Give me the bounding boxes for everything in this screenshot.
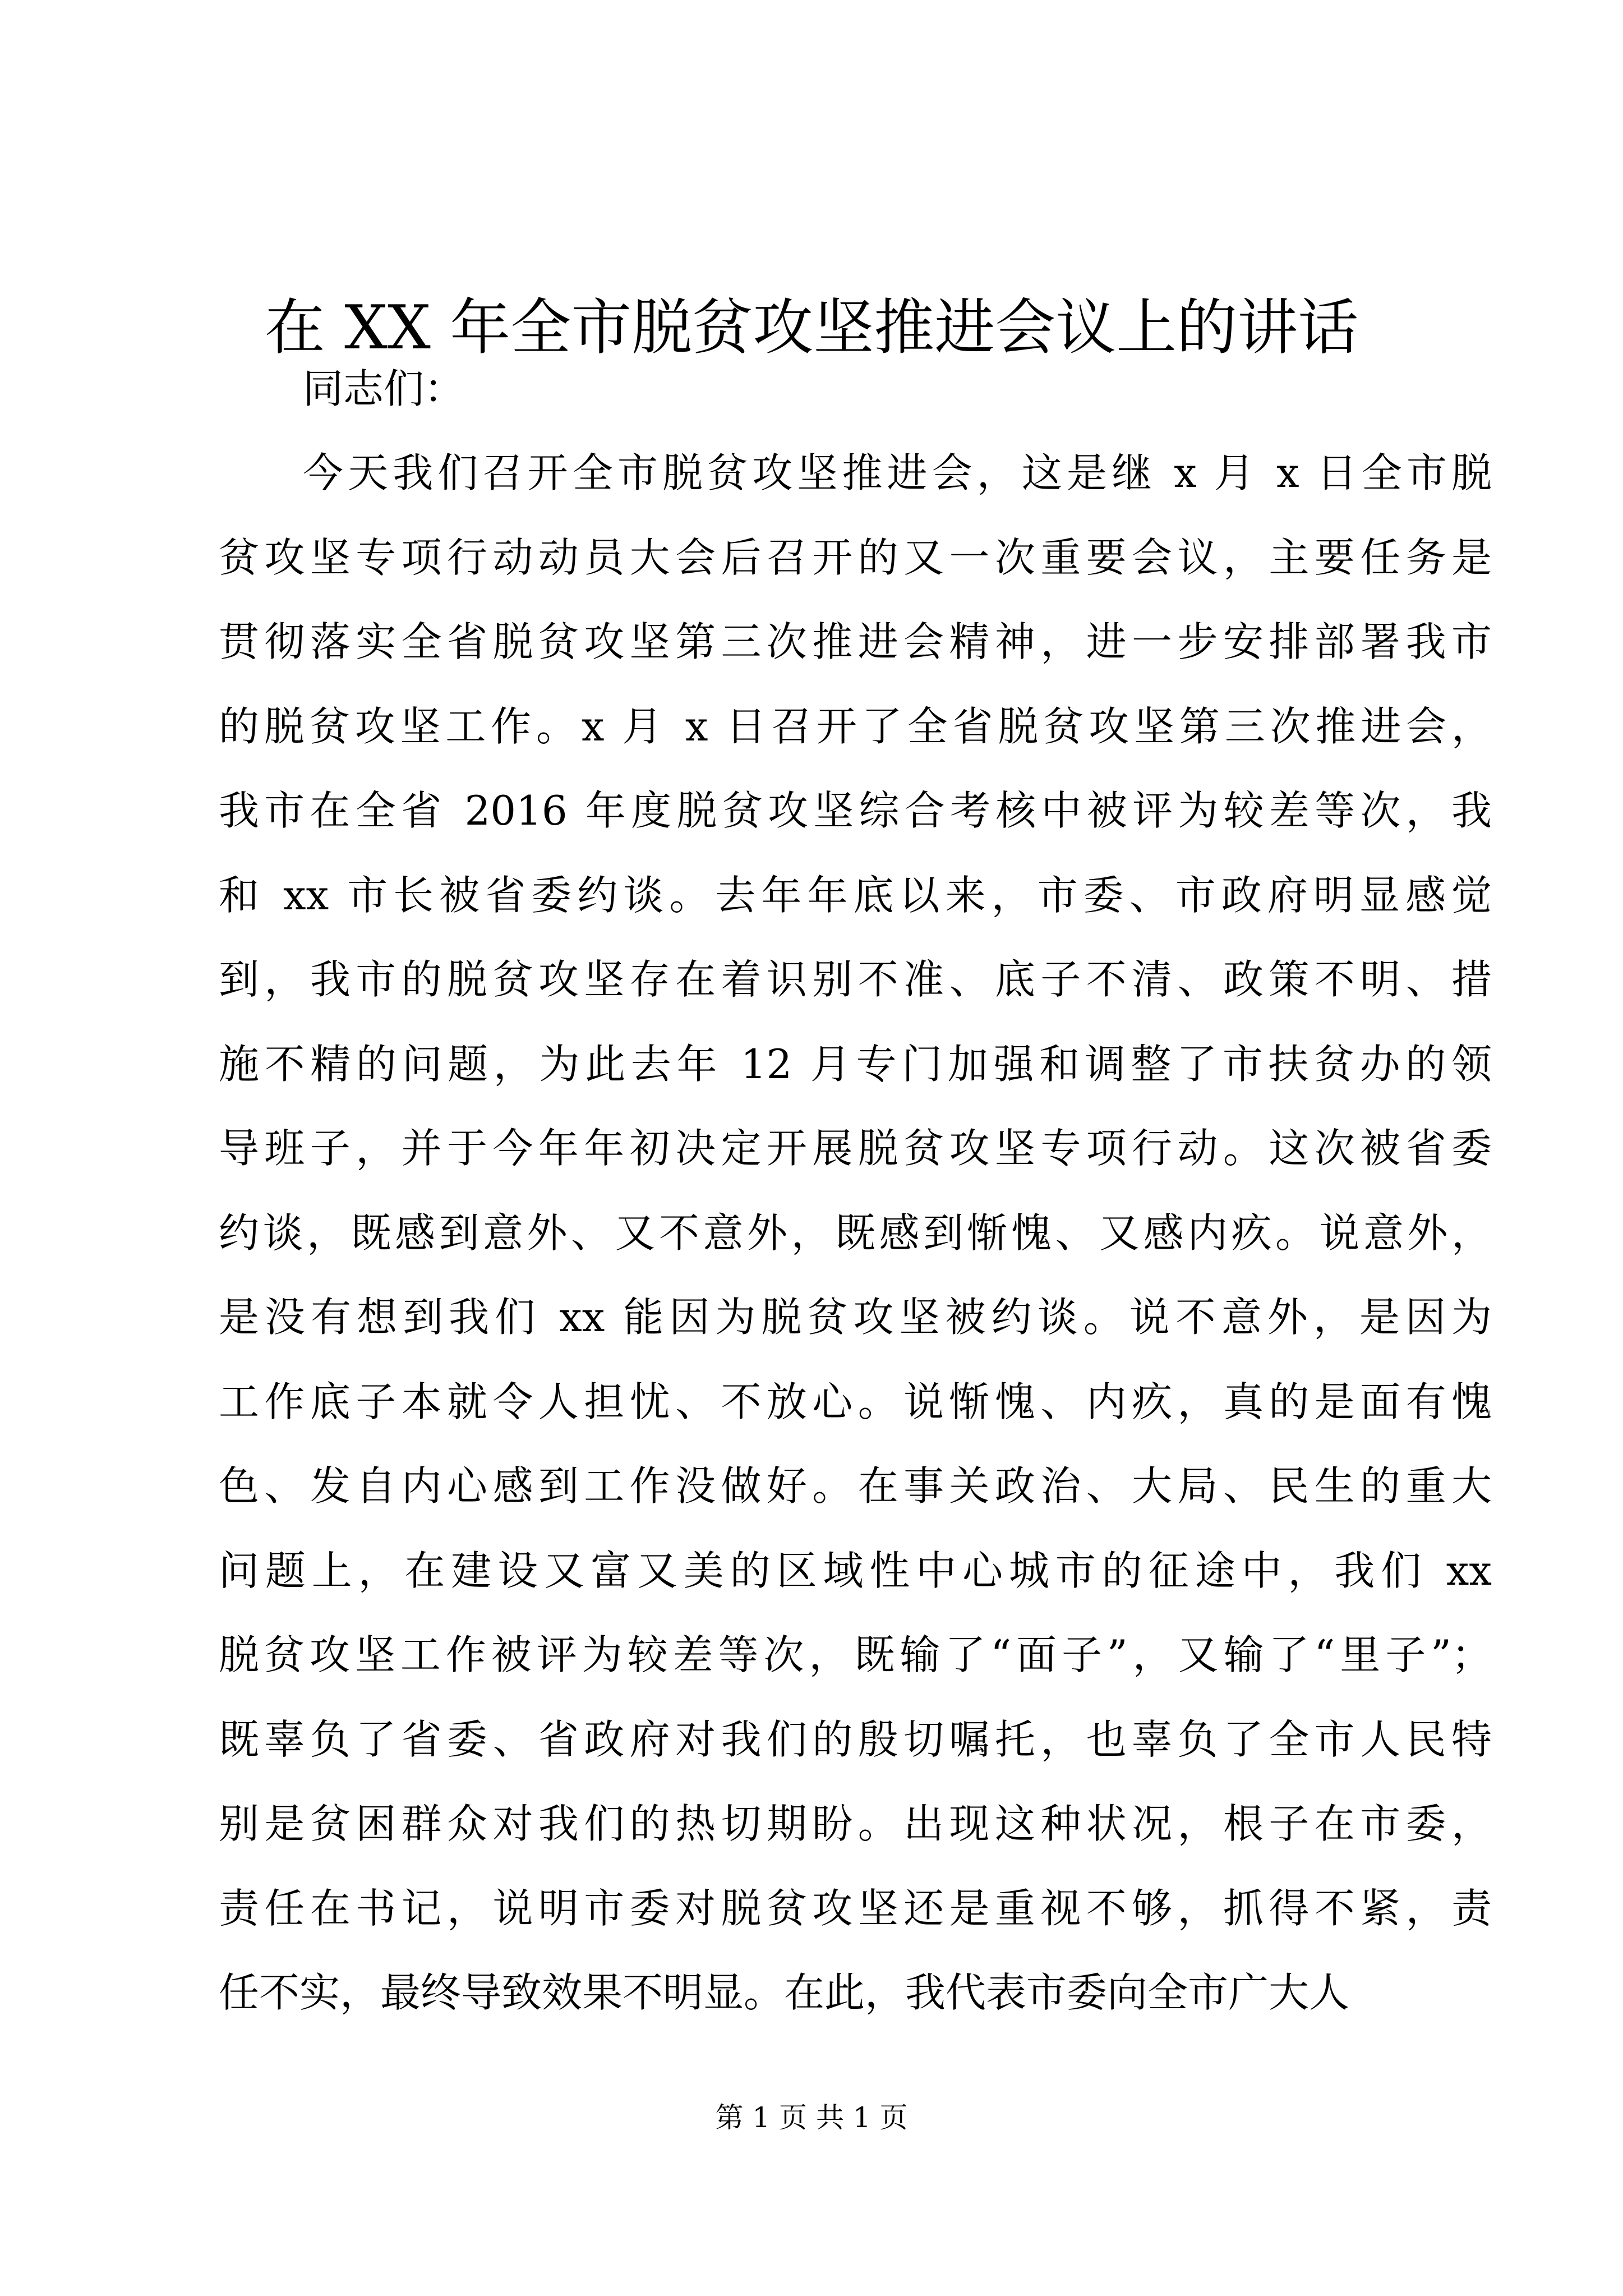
paragraph-line: 问题上，在建设又富又美的区域性中心城市的征途中，我们 xx: [219, 1547, 1492, 1594]
paragraph-line: 任不实，最终导致效果不明显。在此，我代表市委向全市广大人: [219, 1969, 1350, 2016]
paragraph-line: 脱贫攻坚工作被评为较差等次，既输了“面子”，又输了“里子”；: [219, 1631, 1492, 1678]
paragraph-line: 是没有想到我们 xx 能因为脱贫攻坚被约谈。说不意外，是因为: [219, 1294, 1492, 1341]
document-title: 在 XX 年全市脱贫攻坚推进会议上的讲话: [264, 293, 1359, 363]
paragraph-line: 贫攻坚专项行动动员大会后召开的又一次重要会议，主要任务是: [219, 533, 1492, 581]
paragraph-line: 贯彻落实全省脱贫攻坚第三次推进会精神，进一步安排部署我市: [219, 618, 1492, 665]
paragraph-line: 施不精的问题，为此去年 12 月专门加强和调整了市扶贫办的领: [219, 1040, 1492, 1088]
greeting: 同志们：: [303, 365, 465, 412]
paragraph-line: 色、发自内心感到工作没做好。在事关政治、大局、民生的重大: [219, 1462, 1492, 1510]
paragraph-line: 和 xx 市长被省委约谈。去年年底以来，市委、市政府明显感觉: [219, 871, 1492, 919]
paragraph-line: 工作底子本就令人担忧、不放心。说惭愧、内疚，真的是面有愧: [219, 1378, 1492, 1425]
page-footer: 第 1 页 共 1 页: [715, 2101, 908, 2134]
body-paragraph: [219, 431, 1492, 2035]
paragraph-line: 约谈，既感到意外、又不意外，既感到惭愧、又感内疚。说意外，: [219, 1209, 1492, 1257]
paragraph-line: 导班子，并于今年年初决定开展脱贫攻坚专项行动。这次被省委: [219, 1125, 1492, 1172]
paragraph-line: 今天我们召开全市脱贫攻坚推进会，这是继 x 月 x 日全市脱: [303, 449, 1492, 496]
paragraph-line: 既辜负了省委、省政府对我们的殷切嘱托，也辜负了全市人民特: [219, 1715, 1492, 1763]
paragraph-line: 到，我市的脱贫攻坚存在着识别不准、底子不清、政策不明、措: [219, 956, 1492, 1003]
paragraph-line: 的脱贫攻坚工作。x 月 x 日召开了全省脱贫攻坚第三次推进会，: [219, 702, 1492, 750]
paragraph-line: 别是贫困群众对我们的热切期盼。出现这种状况，根子在市委，: [219, 1800, 1492, 1847]
paragraph-line: 我市在全省 2016 年度脱贫攻坚综合考核中被评为较差等次，我: [219, 787, 1492, 834]
paragraph-line: 责任在书记，说明市委对脱贫攻坚还是重视不够，抓得不紧，责: [219, 1884, 1492, 1932]
